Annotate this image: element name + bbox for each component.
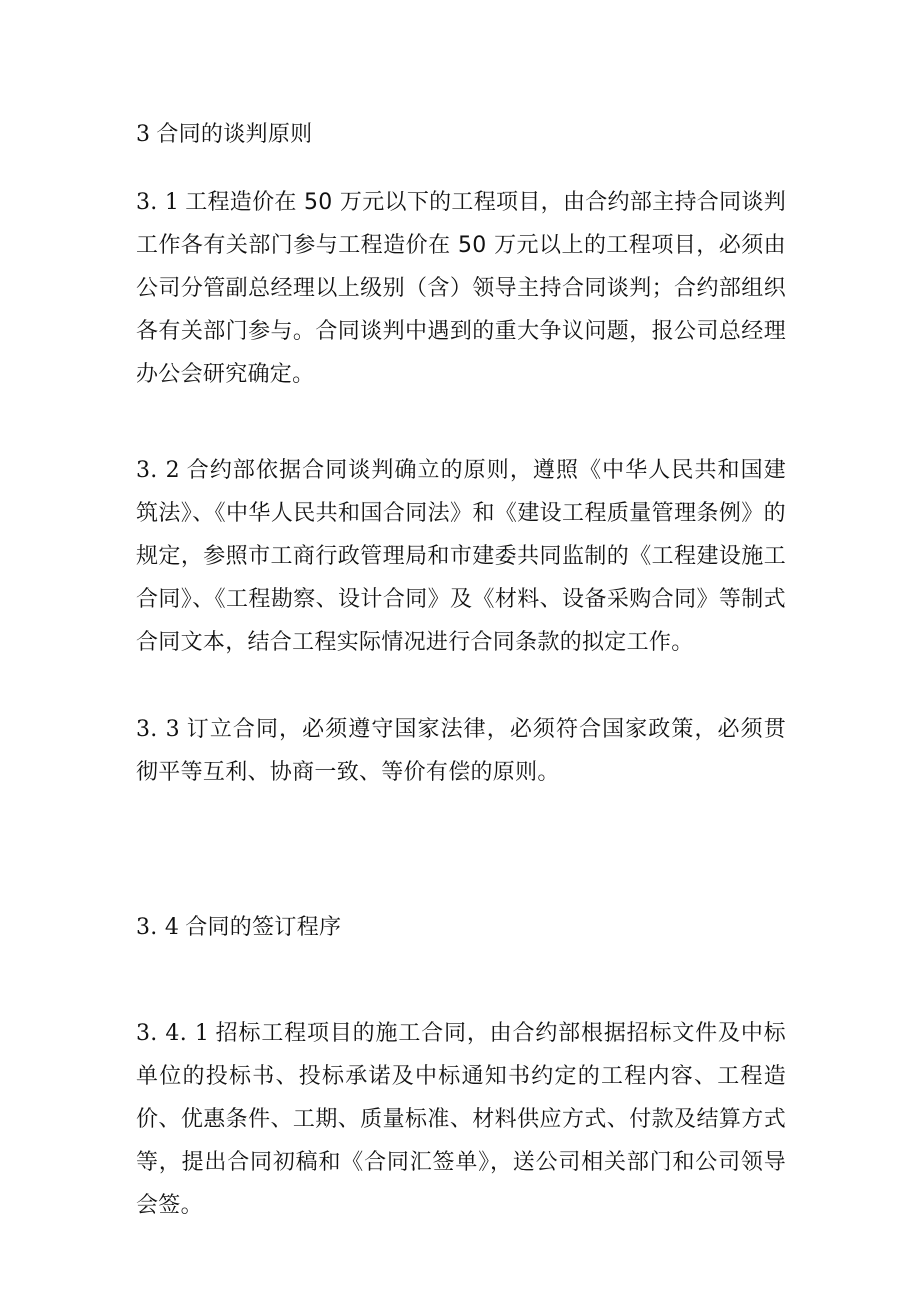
- paragraph-3-2: [136, 449, 786, 664]
- paragraph-text: 招标工程项目的施工合同，由合约部根据招标文件及中标单位的投标书、投标承诺及中标通知书约定的工程内容、工程造价、优惠条件、工期、质量标准、材料供应方式、付款及结算方式等，提出合同初稿和《合同汇签单》，送公司相关部门和公司领导会签。: [136, 1021, 786, 1218]
- section-number: 3. 4: [136, 915, 180, 940]
- paragraph-number: 3. 3: [136, 717, 180, 742]
- paragraph-3-3: [136, 708, 786, 794]
- paragraph-3-4-1: [136, 1012, 786, 1227]
- paragraph-text: 订立合同，必须遵守国家法律，必须符合国家政策，必须贯彻平等互利、协商一致、等价有偿的原则。: [136, 717, 786, 785]
- paragraph-3-1: [136, 181, 786, 396]
- paragraph-text: 工程造价在 50 万元以下的工程项目，由合约部主持合同谈判工作各有关部门参与工程造价在 50 万元以上的工程项目，必须由公司分管副总经理以上级别（含）领导主持合同谈判；合约部组织各有关部门参与。合同谈判中遇到的重大争议问题，报公司总经理办公会研究确定。: [136, 190, 786, 387]
- section-heading-3-4: [136, 906, 786, 949]
- paragraph-text: 合约部依据合同谈判确立的原则，遵照《中华人民共和国建筑法》、《中华人民共和国合同法》和《建设工程质量管理条例》的规定，参照市工商行政管理局和市建委共同监制的《工程建设施工合同》、《工程勘察、设计合同》及《材料、设备采购合同》等制式合同文本，结合工程实际情况进行合同条款的拟定工作。: [136, 458, 786, 655]
- section-heading-3: [136, 113, 786, 156]
- section-title: 合同的签订程序: [185, 915, 342, 940]
- paragraph-number: 3. 2: [136, 458, 180, 483]
- section-title: 合同的谈判原则: [156, 122, 313, 147]
- paragraph-number: 3. 4. 1: [136, 1021, 210, 1046]
- paragraph-number: 3. 1: [136, 190, 180, 215]
- section-number: 3: [136, 122, 151, 147]
